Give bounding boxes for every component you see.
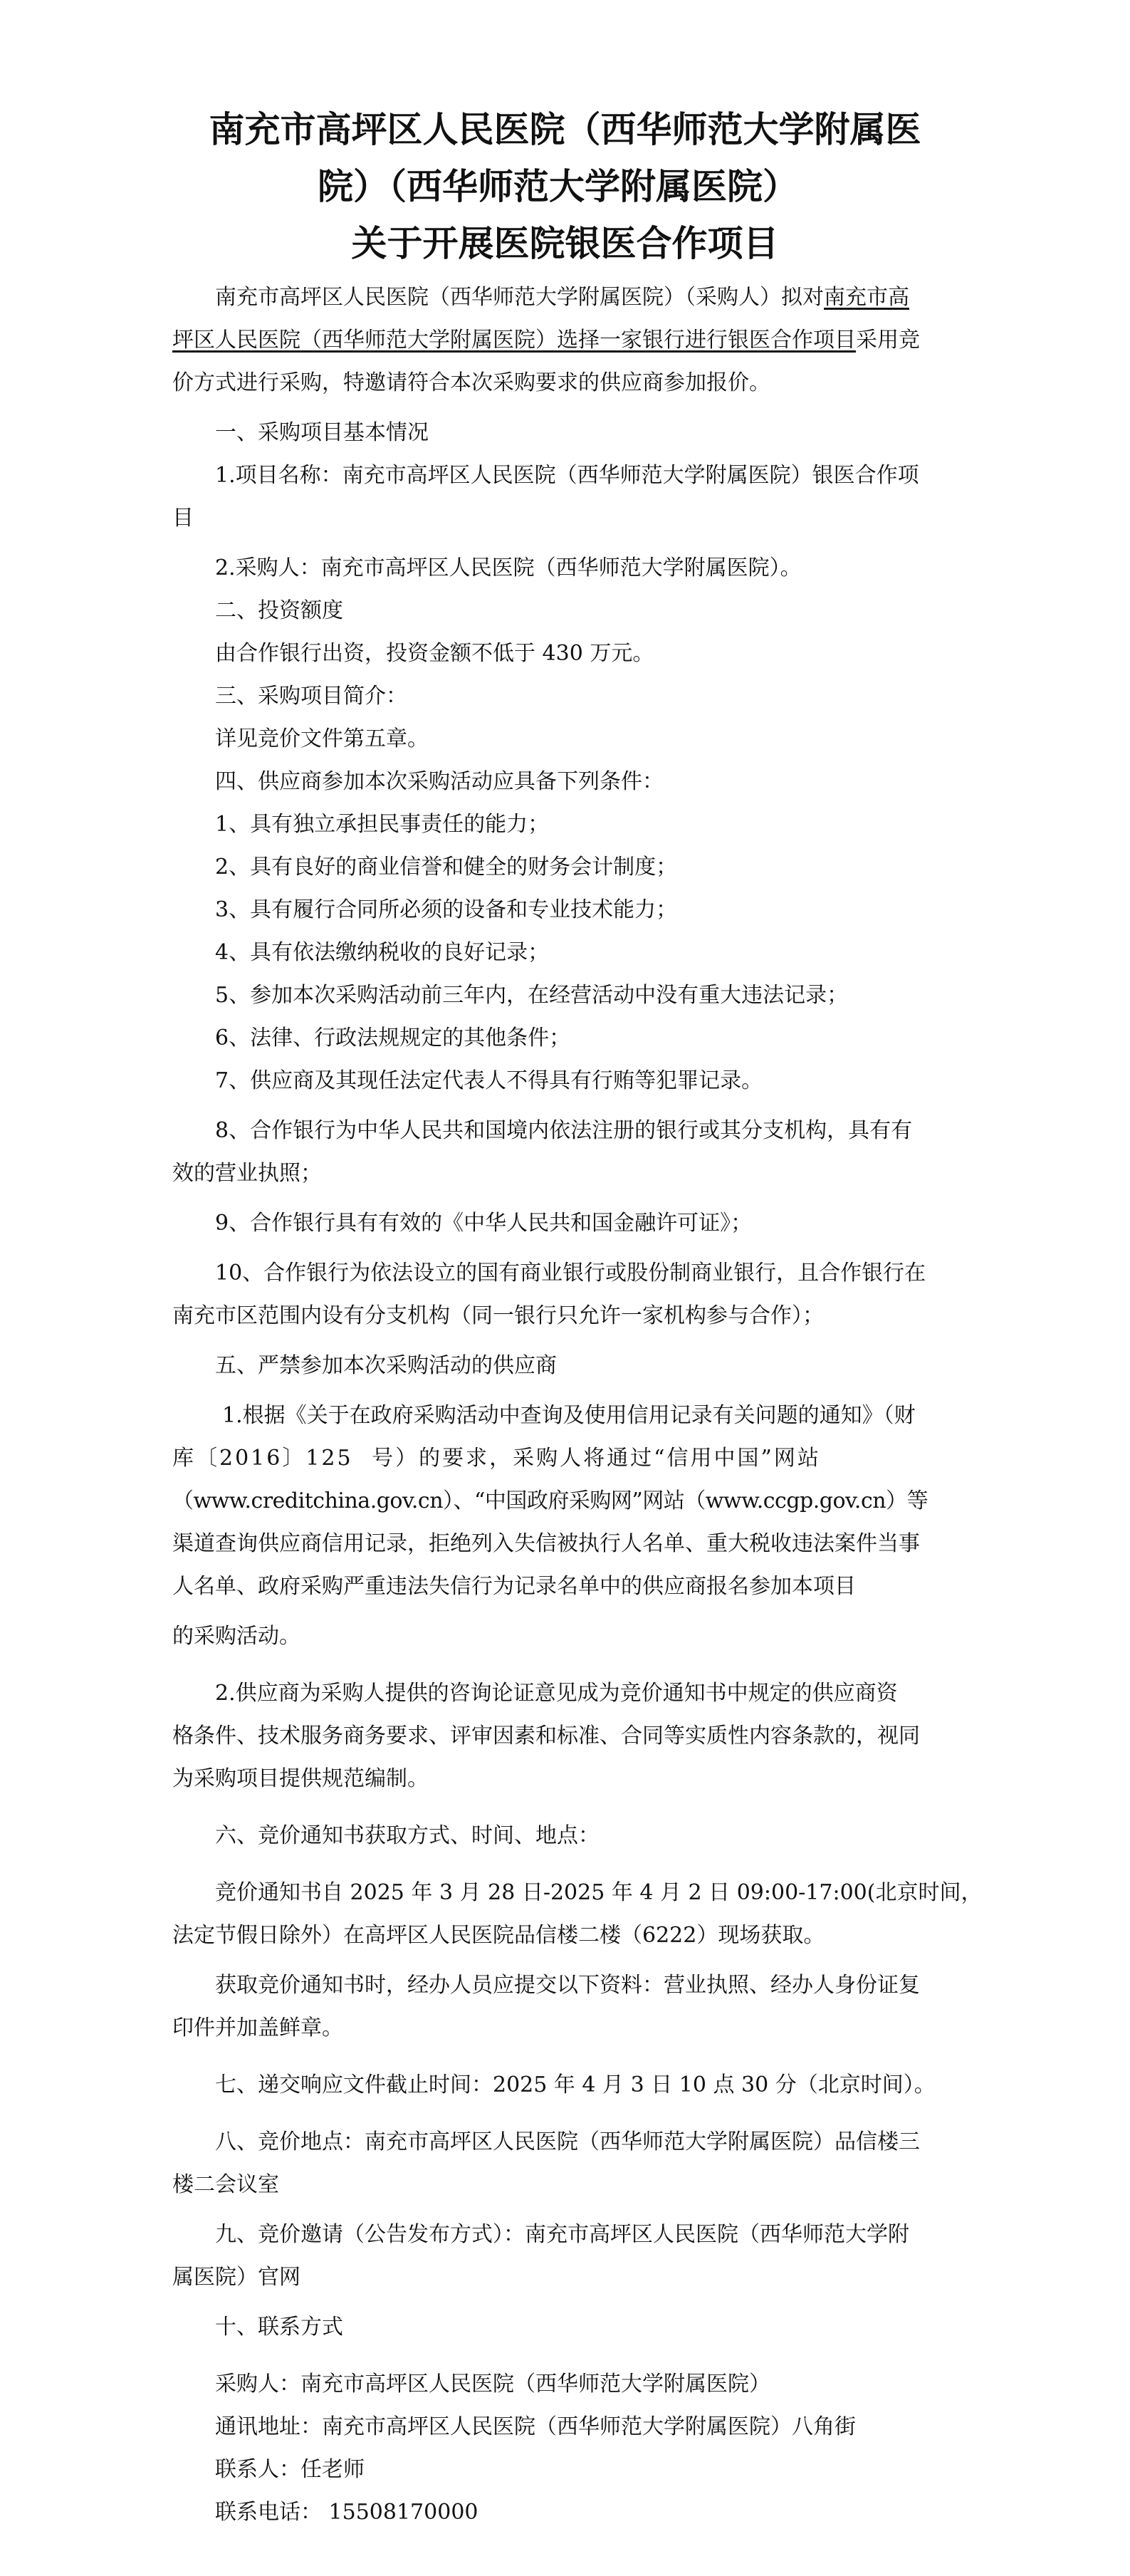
contact-purchaser: 采购人：南充市高坪区人民医院（西华师范大学附属医院） <box>215 2372 770 2397</box>
paragraph-line: （www.creditchina.gov.cn）、“中国政府采购网”网站（www.ccgp.gov.cn）等 <box>172 1488 928 1513</box>
intro-line-3: 价方式进行采购，特邀请符合本次采购要求的供应商参加报价。 <box>172 370 770 395</box>
section-heading: 五、严禁参加本次采购活动的供应商 <box>215 1353 557 1378</box>
list-item: 8、合作银行为中华人民共和国境内依法注册的银行或其分支机构，具有有 <box>215 1118 913 1143</box>
list-item: 7、供应商及其现任法定代表人不得具有行贿等犯罪记录。 <box>215 1068 763 1093</box>
contact-address: 通讯地址：南充市高坪区人民医院（西华师范大学附属医院）八角街 <box>215 2414 856 2439</box>
list-item: 9、合作银行具有有效的《中华人民共和国金融许可证》； <box>215 1211 753 1236</box>
contact-person: 联系人：任老师 <box>215 2457 365 2482</box>
section-heading: 十、联系方式 <box>215 2315 343 2340</box>
list-item: 3、具有履行合同所必须的设备和专业技术能力； <box>215 897 678 922</box>
intro-line-2 <box>172 326 920 355</box>
list-item: 10、合作银行为依法设立的国有商业银行或股份制商业银行，且合作银行在 <box>215 1261 926 1286</box>
document-title-line-2: 院）（西华师范大学附属医院） <box>318 166 798 207</box>
paragraph-line: 库〔2016〕125 号）的要求，采购人将通过“信用中国”网站 <box>172 1446 821 1471</box>
paragraph-line: 竞价通知书自 2025 年 3 月 28 日-2025 年 4 月 2 日 09:00-17:00(北京时间， <box>215 1880 983 1905</box>
list-item: 5、参加本次采购活动前三年内，在经营活动中没有重大违法记录； <box>215 983 849 1008</box>
section-heading: 二、投资额度 <box>215 598 343 623</box>
project-name-underlined: 南充市高 <box>824 285 909 310</box>
list-item: 南充市区范围内设有分支机构（同一银行只允许一家机构参与合作）； <box>172 1303 824 1328</box>
section-heading: 一、采购项目基本情况 <box>215 420 429 445</box>
list-item: 2、具有良好的商业信誉和健全的财务会计制度； <box>215 855 678 880</box>
section-heading: 三、采购项目简介： <box>215 684 407 709</box>
intro-line-1 <box>215 283 909 312</box>
project-name-underlined: 坪区人民医院（西华师范大学附属医院）选择一家银行进行银医合作项目 <box>172 328 856 353</box>
list-item: 效的营业执照； <box>172 1161 322 1186</box>
paragraph-line: 目 <box>172 506 194 531</box>
paragraph-line: 2.供应商为采购人提供的咨询论证意见成为竞价通知书中规定的供应商资 <box>215 1681 898 1706</box>
paragraph-line: 为采购项目提供规范编制。 <box>172 1766 429 1791</box>
paragraph-line: 获取竞价通知书时，经办人员应提交以下资料：营业执照、经办人身份证复 <box>215 1973 920 1998</box>
paragraph-line: 属医院）官网 <box>172 2265 300 2290</box>
section-heading: 四、供应商参加本次采购活动应具备下列条件： <box>215 769 664 794</box>
list-item: 4、具有依法缴纳税收的良好记录； <box>215 940 550 965</box>
paragraph-line: 楼二会议室 <box>172 2172 279 2197</box>
paragraph-line: 渠道查询供应商信用记录，拒绝列入失信被执行人名单、重大税收违法案件当事 <box>172 1531 920 1556</box>
contact-phone: 联系电话： 15508170000 <box>215 2500 478 2525</box>
section-heading: 八、竞价地点：南充市高坪区人民医院（西华师范大学附属医院）品信楼三 <box>215 2129 920 2154</box>
section-heading: 七、递交响应文件截止时间：2025 年 4 月 3 日 10 点 30 分（北京时间）。 <box>215 2072 936 2097</box>
intro-text: 采用竞 <box>856 328 920 353</box>
section-heading: 九、竞价邀请（公告发布方式）：南充市高坪区人民医院（西华师范大学附 <box>215 2222 909 2247</box>
document-title-line-1: 南充市高坪区人民医院（西华师范大学附属医 <box>209 109 921 150</box>
document-title-line-3: 关于开展医院银医合作项目 <box>351 223 779 264</box>
paragraph-line: 1.项目名称：南充市高坪区人民医院（西华师范大学附属医院）银医合作项 <box>215 463 919 488</box>
paragraph-line: 的采购活动。 <box>172 1624 300 1649</box>
paragraph-line: 印件并加盖鲜章。 <box>172 2016 343 2040</box>
paragraph-line: 1.根据《关于在政府采购活动中查询及使用信用记录有关问题的通知》（财 <box>222 1403 916 1428</box>
paragraph-line: 由合作银行出资，投资金额不低于 430 万元。 <box>215 641 654 666</box>
paragraph-line: 法定节假日除外）在高坪区人民医院品信楼二楼（6222）现场获取。 <box>172 1923 825 1948</box>
list-item: 6、法律、行政法规规定的其他条件； <box>215 1026 571 1050</box>
paragraph-line: 详见竞价文件第五章。 <box>215 726 429 751</box>
paragraph-line: 格条件、技术服务商务要求、评审因素和标准、合同等实质性内容条款的，视同 <box>172 1724 920 1748</box>
intro-text: 南充市高坪区人民医院（西华师范大学附属医院）（采购人）拟对 <box>215 285 824 310</box>
list-item: 1、具有独立承担民事责任的能力； <box>215 812 550 837</box>
section-heading: 六、竞价通知书获取方式、时间、地点： <box>215 1823 600 1848</box>
paragraph-line: 2.采购人：南充市高坪区人民医院（西华师范大学附属医院）。 <box>215 556 802 580</box>
paragraph-line: 人名单、政府采购严重违法失信行为记录名单中的供应商报名参加本项目 <box>172 1574 856 1599</box>
